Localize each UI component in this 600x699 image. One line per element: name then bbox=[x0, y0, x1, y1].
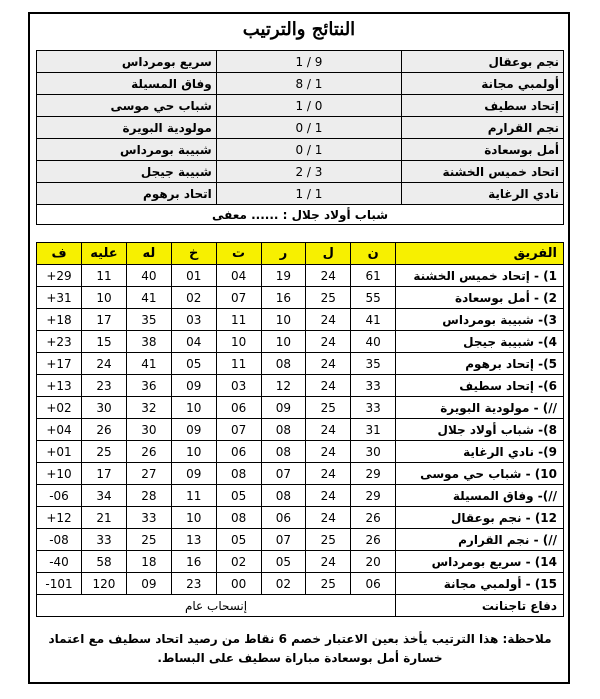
results-table bbox=[36, 50, 564, 225]
stat-cell: 08 bbox=[261, 485, 306, 507]
stat-cell: 35 bbox=[351, 353, 396, 375]
stat-cell: 09 bbox=[261, 397, 306, 419]
stat-cell: -08 bbox=[37, 529, 82, 551]
stat-cell: 08 bbox=[216, 463, 261, 485]
stat-cell: 10 bbox=[171, 507, 216, 529]
stat-cell: +12 bbox=[37, 507, 82, 529]
stat-cell: 10 bbox=[82, 287, 127, 309]
stat-cell: 08 bbox=[216, 507, 261, 529]
standings-row bbox=[37, 397, 564, 419]
standings-row bbox=[37, 551, 564, 573]
stat-cell: 26 bbox=[351, 507, 396, 529]
withdrawn-row bbox=[37, 595, 564, 617]
home-team: أولمبي مجانة bbox=[402, 73, 564, 95]
team-name: 14) - سريع بومرداس bbox=[396, 551, 564, 573]
stat-cell: 15 bbox=[82, 331, 127, 353]
result-row bbox=[37, 161, 564, 183]
exempt-note: شباب أولاد جلال : ...... معفى bbox=[37, 205, 564, 225]
stat-cell: +18 bbox=[37, 309, 82, 331]
stat-cell: 24 bbox=[306, 353, 351, 375]
column-header: ن bbox=[351, 243, 396, 265]
footnote-line-2: خسارة أمل بوسعادة مباراة سطيف على البساط. bbox=[157, 651, 443, 665]
stat-cell: 02 bbox=[171, 287, 216, 309]
stat-cell: 24 bbox=[306, 331, 351, 353]
team-name: 12) - نجم بوعقال bbox=[396, 507, 564, 529]
stat-cell: 24 bbox=[306, 375, 351, 397]
standings-row bbox=[37, 331, 564, 353]
stat-cell: 10 bbox=[216, 331, 261, 353]
stat-cell: 24 bbox=[306, 507, 351, 529]
column-header: خ bbox=[171, 243, 216, 265]
stat-cell: 12 bbox=[261, 375, 306, 397]
withdrawn-team: دفاع تاجنانت bbox=[396, 595, 564, 617]
stat-cell: 41 bbox=[126, 287, 171, 309]
stat-cell: 26 bbox=[82, 419, 127, 441]
column-header: ف bbox=[37, 243, 82, 265]
stat-cell: 07 bbox=[216, 287, 261, 309]
stat-cell: 06 bbox=[216, 441, 261, 463]
stat-cell: 04 bbox=[171, 331, 216, 353]
stat-cell: 25 bbox=[306, 529, 351, 551]
stat-cell: 120 bbox=[82, 573, 127, 595]
team-name: 15) - أولمبي مجانة bbox=[396, 573, 564, 595]
stat-cell: 24 bbox=[306, 485, 351, 507]
stat-cell: 07 bbox=[216, 419, 261, 441]
stat-cell: 09 bbox=[171, 375, 216, 397]
stat-cell: 36 bbox=[126, 375, 171, 397]
stat-cell: 09 bbox=[126, 573, 171, 595]
standings-row bbox=[37, 287, 564, 309]
away-team: مولودية البويرة bbox=[37, 117, 217, 139]
match-score: 2 / 3 bbox=[216, 161, 401, 183]
stat-cell: 08 bbox=[261, 441, 306, 463]
team-name: //)- وفاق المسيلة bbox=[396, 485, 564, 507]
team-name: 9)- نادي الرغاية bbox=[396, 441, 564, 463]
standings-row bbox=[37, 529, 564, 551]
stat-cell: 30 bbox=[82, 397, 127, 419]
stat-cell: 24 bbox=[306, 463, 351, 485]
stat-cell: 55 bbox=[351, 287, 396, 309]
result-row bbox=[37, 95, 564, 117]
standings-row bbox=[37, 463, 564, 485]
team-name: 8)- شباب أولاد جلال bbox=[396, 419, 564, 441]
stat-cell: 33 bbox=[351, 397, 396, 419]
result-row bbox=[37, 139, 564, 161]
stat-cell: -101 bbox=[37, 573, 82, 595]
stat-cell: 25 bbox=[306, 573, 351, 595]
result-row bbox=[37, 73, 564, 95]
stat-cell: +13 bbox=[37, 375, 82, 397]
stat-cell: 30 bbox=[351, 441, 396, 463]
column-header: ر bbox=[261, 243, 306, 265]
home-team: نجم القرارم bbox=[402, 117, 564, 139]
stat-cell: 01 bbox=[171, 265, 216, 287]
stat-cell: 26 bbox=[126, 441, 171, 463]
team-name: 10) - شباب حي موسى bbox=[396, 463, 564, 485]
home-team: إتحاد سطيف bbox=[402, 95, 564, 117]
home-team: اتحاد خميس الخشنة bbox=[402, 161, 564, 183]
stat-cell: 24 bbox=[306, 309, 351, 331]
column-header: له bbox=[126, 243, 171, 265]
stat-cell: +31 bbox=[37, 287, 82, 309]
match-score: 0 / 1 bbox=[216, 117, 401, 139]
stat-cell: 06 bbox=[216, 397, 261, 419]
team-name: //) - مولودية البويرة bbox=[396, 397, 564, 419]
standings-row bbox=[37, 419, 564, 441]
standings-row bbox=[37, 265, 564, 287]
stat-cell: 16 bbox=[171, 551, 216, 573]
standings-row bbox=[37, 375, 564, 397]
away-team: شبيبة جيجل bbox=[37, 161, 217, 183]
stat-cell: -06 bbox=[37, 485, 82, 507]
stat-cell: 10 bbox=[171, 397, 216, 419]
stat-cell: 02 bbox=[261, 573, 306, 595]
stat-cell: 21 bbox=[82, 507, 127, 529]
stat-cell: 35 bbox=[126, 309, 171, 331]
stat-cell: +17 bbox=[37, 353, 82, 375]
page-title: النتائج والترتيب bbox=[242, 19, 356, 40]
stat-cell: 06 bbox=[261, 507, 306, 529]
stat-cell: 17 bbox=[82, 309, 127, 331]
standings-row bbox=[37, 353, 564, 375]
stat-cell: 25 bbox=[306, 397, 351, 419]
withdrawal-label: إنسحاب عام bbox=[37, 595, 396, 617]
stat-cell: 13 bbox=[171, 529, 216, 551]
stat-cell: -40 bbox=[37, 551, 82, 573]
stat-cell: 10 bbox=[261, 309, 306, 331]
stat-cell: 23 bbox=[82, 375, 127, 397]
away-team: اتحاد برهوم bbox=[37, 183, 217, 205]
column-header: ت bbox=[216, 243, 261, 265]
column-header: عليه bbox=[82, 243, 127, 265]
standings-row bbox=[37, 441, 564, 463]
stat-cell: 08 bbox=[261, 419, 306, 441]
standings-row bbox=[37, 507, 564, 529]
stat-cell: 29 bbox=[351, 485, 396, 507]
stat-cell: 10 bbox=[171, 441, 216, 463]
stat-cell: 61 bbox=[351, 265, 396, 287]
result-row bbox=[37, 117, 564, 139]
match-score: 1 / 9 bbox=[216, 51, 401, 73]
stat-cell: 00 bbox=[216, 573, 261, 595]
result-row bbox=[37, 51, 564, 73]
away-team: وفاق المسيلة bbox=[37, 73, 217, 95]
stat-cell: 33 bbox=[351, 375, 396, 397]
stat-cell: +10 bbox=[37, 463, 82, 485]
stat-cell: 11 bbox=[82, 265, 127, 287]
team-name: 1) - إتحاد خميس الخشنة bbox=[396, 265, 564, 287]
stat-cell: 26 bbox=[351, 529, 396, 551]
stat-cell: 06 bbox=[351, 573, 396, 595]
footnote bbox=[36, 630, 564, 668]
stat-cell: 27 bbox=[126, 463, 171, 485]
stat-cell: 25 bbox=[126, 529, 171, 551]
stat-cell: 25 bbox=[82, 441, 127, 463]
stat-cell: 58 bbox=[82, 551, 127, 573]
stat-cell: 24 bbox=[306, 551, 351, 573]
match-score: 1 / 0 bbox=[216, 95, 401, 117]
stat-cell: 28 bbox=[126, 485, 171, 507]
away-team: شباب حي موسى bbox=[37, 95, 217, 117]
stat-cell: 11 bbox=[216, 353, 261, 375]
stat-cell: 33 bbox=[126, 507, 171, 529]
standings-row bbox=[37, 573, 564, 595]
home-team: أمل بوسعادة bbox=[402, 139, 564, 161]
exempt-row bbox=[37, 205, 564, 225]
stat-cell: 40 bbox=[126, 265, 171, 287]
stat-cell: 24 bbox=[306, 265, 351, 287]
stat-cell: 24 bbox=[82, 353, 127, 375]
stat-cell: 05 bbox=[216, 529, 261, 551]
stat-cell: 23 bbox=[171, 573, 216, 595]
stat-cell: 05 bbox=[216, 485, 261, 507]
stat-cell: 10 bbox=[261, 331, 306, 353]
stat-cell: 08 bbox=[261, 353, 306, 375]
stat-cell: 20 bbox=[351, 551, 396, 573]
stat-cell: 03 bbox=[216, 375, 261, 397]
stat-cell: 11 bbox=[216, 309, 261, 331]
match-score: 8 / 1 bbox=[216, 73, 401, 95]
stat-cell: 09 bbox=[171, 463, 216, 485]
home-team: نجم بوعقال bbox=[402, 51, 564, 73]
stat-cell: 29 bbox=[351, 463, 396, 485]
team-name: 3)- شبيبة بومرداس bbox=[396, 309, 564, 331]
stat-cell: 34 bbox=[82, 485, 127, 507]
stat-cell: +29 bbox=[37, 265, 82, 287]
stat-cell: 24 bbox=[306, 419, 351, 441]
stat-cell: 07 bbox=[261, 463, 306, 485]
stat-cell: 19 bbox=[261, 265, 306, 287]
stat-cell: 32 bbox=[126, 397, 171, 419]
standings-row bbox=[37, 309, 564, 331]
stat-cell: 38 bbox=[126, 331, 171, 353]
team-name: 6)- إتحاد سطيف bbox=[396, 375, 564, 397]
stat-cell: 16 bbox=[261, 287, 306, 309]
stat-cell: 03 bbox=[171, 309, 216, 331]
away-team: سريع بومرداس bbox=[37, 51, 217, 73]
stat-cell: 30 bbox=[126, 419, 171, 441]
stat-cell: +04 bbox=[37, 419, 82, 441]
match-score: 1 / 1 bbox=[216, 183, 401, 205]
team-name: 2) - أمل بوسعادة bbox=[396, 287, 564, 309]
stat-cell: 33 bbox=[82, 529, 127, 551]
stat-cell: 25 bbox=[306, 287, 351, 309]
stat-cell: +23 bbox=[37, 331, 82, 353]
result-row bbox=[37, 183, 564, 205]
stat-cell: 02 bbox=[216, 551, 261, 573]
stat-cell: 11 bbox=[171, 485, 216, 507]
stat-cell: +01 bbox=[37, 441, 82, 463]
stat-cell: 41 bbox=[126, 353, 171, 375]
stat-cell: 09 bbox=[171, 419, 216, 441]
match-score: 0 / 1 bbox=[216, 139, 401, 161]
away-team: شبيبة بومرداس bbox=[37, 139, 217, 161]
stat-cell: 07 bbox=[261, 529, 306, 551]
standings-table bbox=[36, 242, 564, 617]
stat-cell: 18 bbox=[126, 551, 171, 573]
stat-cell: 04 bbox=[216, 265, 261, 287]
team-name: 4)- شبيبة جيجل bbox=[396, 331, 564, 353]
stat-cell: 17 bbox=[82, 463, 127, 485]
footnote-line-1: ملاحظة: هذا الترتيب يأخذ بعين الاعتبار خصم 6 نقاط من رصيد اتحاد سطيف مع اعتماد bbox=[48, 632, 552, 646]
stat-cell: +02 bbox=[37, 397, 82, 419]
stat-cell: 31 bbox=[351, 419, 396, 441]
column-header: ل bbox=[306, 243, 351, 265]
standings-row bbox=[37, 485, 564, 507]
stat-cell: 05 bbox=[261, 551, 306, 573]
stat-cell: 24 bbox=[306, 441, 351, 463]
stat-cell: 40 bbox=[351, 331, 396, 353]
stat-cell: 05 bbox=[171, 353, 216, 375]
team-name: 5)- إتحاد برهوم bbox=[396, 353, 564, 375]
home-team: نادي الرغاية bbox=[402, 183, 564, 205]
column-header: الفريق bbox=[396, 243, 564, 265]
team-name: //) - نجم القرارم bbox=[396, 529, 564, 551]
stat-cell: 41 bbox=[351, 309, 396, 331]
